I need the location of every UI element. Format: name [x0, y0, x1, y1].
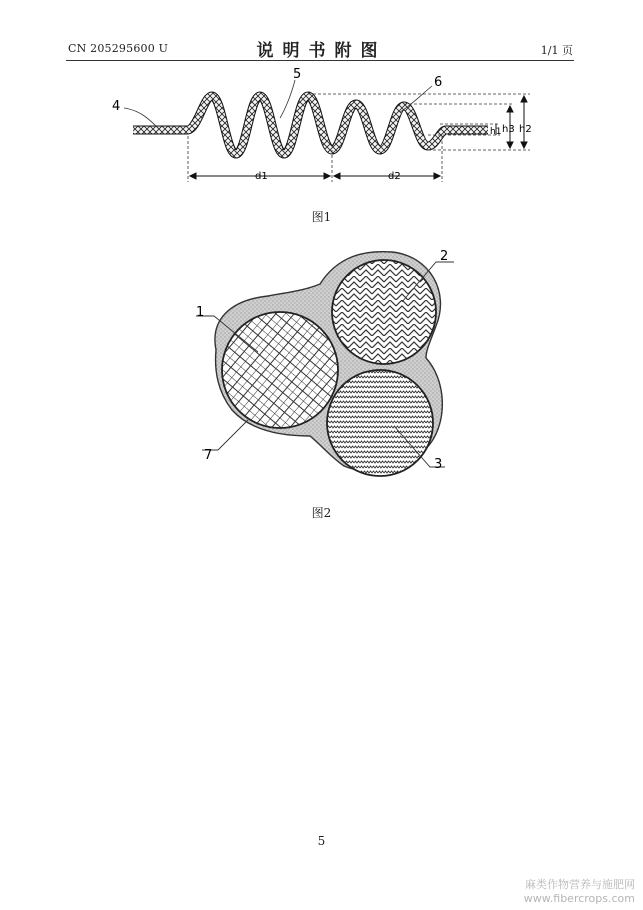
label-part-1: 1: [196, 305, 205, 320]
label-part-7: 7: [204, 448, 213, 463]
strand-3-circle: [327, 370, 433, 476]
watermark-line-1: 麻类作物营养与施肥网: [525, 878, 635, 891]
page-title: 说明书附图: [256, 41, 387, 61]
label-h2: h2: [519, 124, 532, 135]
watermark-line-2: www.fibercrops.com: [523, 892, 635, 905]
label-d2: d2: [388, 171, 401, 182]
strand-1-circle: [222, 312, 338, 428]
label-part-2: 2: [440, 249, 449, 264]
page-info: 1/1 页: [540, 44, 573, 57]
strand-2-circle: [332, 260, 436, 364]
label-d1: d1: [255, 171, 268, 182]
label-h3: h3: [502, 124, 515, 135]
watermark: [524, 878, 635, 906]
label-part-6: 6: [434, 75, 443, 90]
page-number: 5: [317, 834, 326, 848]
label-part-3: 3: [434, 457, 443, 472]
label-part-4: 4: [112, 99, 121, 114]
figure-1-caption: 图1: [311, 210, 332, 224]
figure-2-caption: 图2: [311, 506, 332, 520]
patent-number: CN 205295600 U: [68, 42, 169, 55]
label-h1: h1: [490, 127, 502, 137]
label-part-5: 5: [293, 67, 302, 82]
